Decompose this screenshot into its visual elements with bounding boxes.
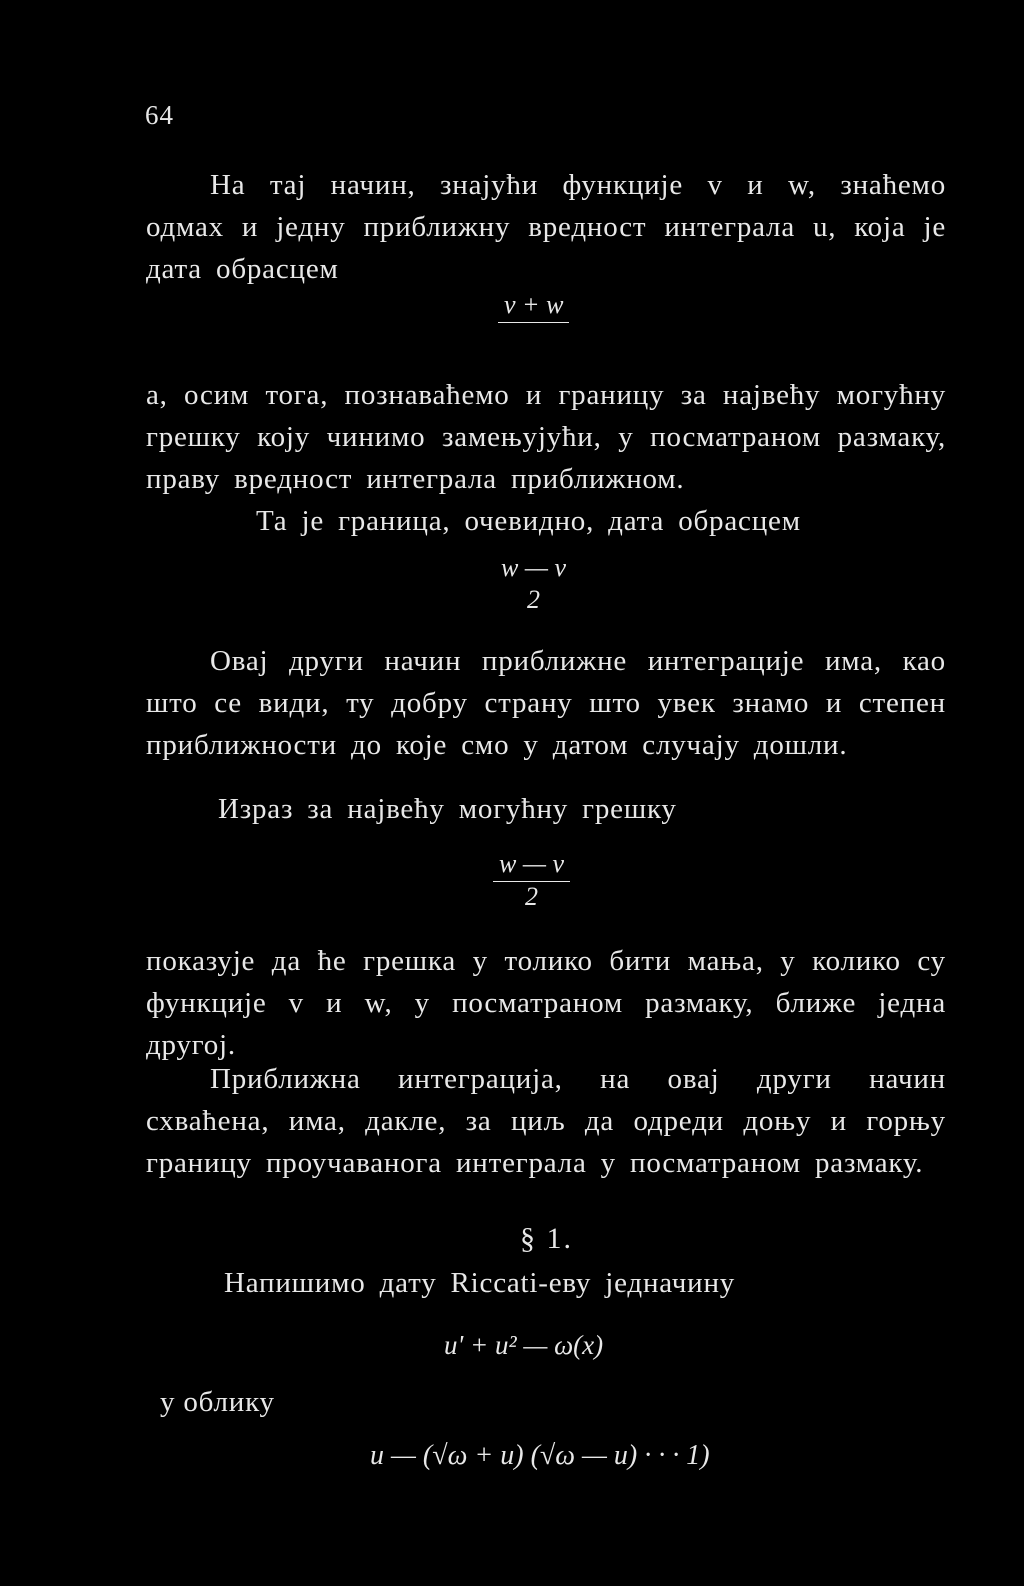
paragraph-4: Овај други начин приближне интеграције има, као што се види, ту добру страну што увек знамо и степен приближности до које смо у датом случају дошли.	[146, 645, 946, 761]
formula-factored: u — (√ω + u) (√ω — u) · · · 1)	[370, 1440, 710, 1471]
formula-error-bound-denominator: 2	[527, 585, 540, 614]
section-heading: § 1.	[520, 1222, 573, 1255]
formula-riccati: u' + u² — ω(x)	[444, 1330, 604, 1360]
formula-max-error-denominator: 2	[525, 882, 538, 911]
formula-mean-numerator: v + w	[498, 290, 569, 323]
paragraph-5: Израз за највећу могућну грешку	[218, 793, 677, 825]
paragraph-2: а, осим тога, познаваћемо и границу за највећу могућну грешку коју чинимо замењујући, у посматраном размаку, праву вредност интеграла приближном.	[146, 379, 946, 495]
formula-error-bound-numerator: w — v	[501, 553, 566, 582]
paragraph-7: Приближна интеграција, на овај други начин схваћена, има, дакле, за циљ да одреди доњу и горњу границу проучаванога интеграла у посматраном размаку.	[146, 1063, 946, 1179]
formula-max-error	[493, 849, 570, 912]
paragraph-6: показује да ће грешка у толико бити мања, у колико су функције v и w, у посматраном размаку, ближе једна другој.	[146, 945, 946, 1061]
formula-mean	[498, 290, 569, 323]
formula-error-bound	[495, 553, 572, 615]
formula-max-error-numerator: w — v	[493, 849, 570, 882]
paragraph-9: у облику	[160, 1386, 275, 1418]
paragraph-8: Напишимо дату Riccati-еву једначину	[224, 1267, 736, 1299]
paragraph-3: Та је граница, очевидно, дата обрасцем	[256, 505, 801, 537]
paragraph-1: На тај начин, знајући функције v и w, знаћемо одмах и једну приближну вредност интеграла u, која је дата обрасцем	[146, 169, 946, 285]
page-number: 64	[145, 100, 174, 130]
